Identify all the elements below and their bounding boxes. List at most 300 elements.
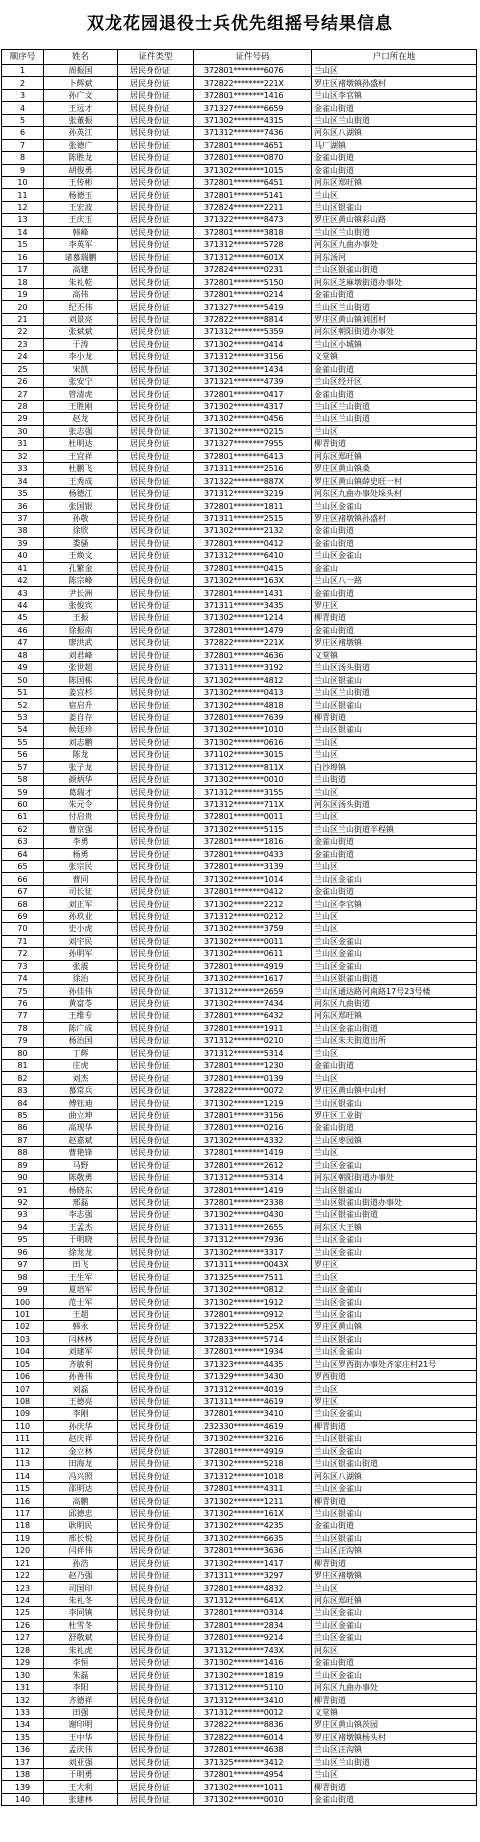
order-number-cell: 50: [2, 674, 44, 686]
table-row: [2, 127, 477, 139]
residence-cell: 马厂湖镇: [312, 139, 477, 151]
id-number-cell: 371302********161X: [194, 1507, 312, 1519]
residence-cell: 兰山区银雀山: [312, 1433, 477, 1445]
order-number-cell: 80: [2, 1047, 44, 1059]
residence-cell: 河东区郑旺镇: [312, 450, 477, 462]
id-type-cell: 居民身份证: [118, 89, 194, 101]
table-row: [2, 811, 477, 823]
id-type-cell: 居民身份证: [118, 1010, 194, 1022]
order-number-cell: 69: [2, 910, 44, 922]
table-row: [2, 400, 477, 412]
name-cell: 曹同: [44, 873, 118, 885]
residence-cell: 兰山区金雀山: [312, 960, 477, 972]
id-type-cell: 居民身份证: [118, 923, 194, 935]
id-type-cell: 居民身份证: [118, 463, 194, 475]
order-number-cell: 36: [2, 500, 44, 512]
table-row: [2, 1047, 477, 1059]
order-number-cell: 125: [2, 1607, 44, 1619]
id-type-cell: 居民身份证: [118, 1383, 194, 1395]
id-number-cell: 371312********7436: [194, 127, 312, 139]
name-cell: 朱元令: [44, 798, 118, 810]
table-row: [2, 1569, 477, 1581]
id-number-cell: 372822********221X: [194, 637, 312, 649]
order-number-cell: 9: [2, 164, 44, 176]
id-number-cell: 372801********0415: [194, 562, 312, 574]
order-number-cell: 90: [2, 1171, 44, 1183]
name-cell: 王秀成: [44, 475, 118, 487]
id-number-cell: 371302********0611: [194, 948, 312, 960]
residence-cell: 金雀山街道: [312, 288, 477, 300]
id-number-cell: 371312********0012: [194, 1706, 312, 1718]
name-cell: 孙佳伟: [44, 985, 118, 997]
name-cell: 曹艳锋: [44, 1147, 118, 1159]
name-cell: 王生军: [44, 1271, 118, 1283]
residence-cell: 兰山区: [312, 1271, 477, 1283]
id-type-cell: 居民身份证: [118, 1495, 194, 1507]
order-number-cell: 106: [2, 1370, 44, 1382]
order-number-cell: 28: [2, 400, 44, 412]
id-type-cell: 居民身份证: [118, 550, 194, 562]
id-number-cell: 371302********7434: [194, 997, 312, 1009]
id-number-cell: 371302********5218: [194, 1458, 312, 1470]
residence-cell: 金雀山街道: [312, 388, 477, 400]
name-cell: 王超: [44, 1308, 118, 1320]
id-number-cell: 371312********1018: [194, 1470, 312, 1482]
order-number-cell: 97: [2, 1259, 44, 1271]
id-type-cell: 居民身份证: [118, 1557, 194, 1569]
order-number-cell: 88: [2, 1147, 44, 1159]
table-row: [2, 313, 477, 325]
id-type-cell: 居民身份证: [118, 1234, 194, 1246]
id-type-cell: 居民身份证: [118, 189, 194, 201]
id-number-cell: 371302********1219: [194, 1097, 312, 1109]
table-row: [2, 1520, 477, 1532]
residence-cell: 兰山区金雀山: [312, 1296, 477, 1308]
id-type-cell: 居民身份证: [118, 724, 194, 736]
id-type-cell: 居民身份证: [118, 997, 194, 1009]
name-cell: 王振: [44, 612, 118, 624]
name-cell: 刘磊: [44, 1383, 118, 1395]
residence-cell: 河东汤河: [312, 251, 477, 263]
residence-cell: 兰山区八一路: [312, 574, 477, 586]
id-type-cell: 居民身份证: [118, 1744, 194, 1756]
table-row: [2, 525, 477, 537]
id-number-cell: 372801********3818: [194, 226, 312, 238]
id-type-cell: 居民身份证: [118, 1408, 194, 1420]
name-cell: 耿明民: [44, 1520, 118, 1532]
residence-cell: 金雀山街道: [312, 164, 477, 176]
id-type-cell: 居民身份证: [118, 288, 194, 300]
id-type-cell: 居民身份证: [118, 1607, 194, 1619]
id-type-cell: 居民身份证: [118, 1458, 194, 1470]
id-number-cell: 371311********0043X: [194, 1259, 312, 1271]
order-number-cell: 58: [2, 773, 44, 785]
id-number-cell: 371312********0210: [194, 1035, 312, 1047]
order-number-cell: 83: [2, 1084, 44, 1096]
name-cell: 王焕文: [44, 550, 118, 562]
residence-cell: 兰山区: [312, 749, 477, 761]
id-number-cell: 371302********4315: [194, 114, 312, 126]
residence-cell: 兰山区金雀山: [312, 500, 477, 512]
table-row: [2, 699, 477, 711]
residence-cell: 兰山区: [312, 1582, 477, 1594]
residence-cell: 兰山区金雀山: [312, 1408, 477, 1420]
name-cell: 胡俊勇: [44, 164, 118, 176]
order-number-cell: 96: [2, 1246, 44, 1258]
table-row: [2, 624, 477, 636]
id-number-cell: 371312********2659: [194, 985, 312, 997]
table-row: [2, 1246, 477, 1258]
id-type-cell: 居民身份证: [118, 1632, 194, 1644]
name-cell: 王德亮: [44, 1395, 118, 1407]
id-number-cell: 372801********3636: [194, 1545, 312, 1557]
name-cell: 候廷珍: [44, 724, 118, 736]
order-number-cell: 32: [2, 450, 44, 462]
id-number-cell: 371302********1214: [194, 612, 312, 624]
order-number-cell: 131: [2, 1681, 44, 1693]
order-number-cell: 31: [2, 438, 44, 450]
residence-cell: 金雀山: [312, 562, 477, 574]
order-number-cell: 8: [2, 152, 44, 164]
name-cell: 刘志鹏: [44, 736, 118, 748]
name-cell: 李英军: [44, 239, 118, 251]
id-number-cell: 372801********0912: [194, 1308, 312, 1320]
name-cell: 马野: [44, 1159, 118, 1171]
order-number-cell: 18: [2, 276, 44, 288]
id-number-cell: 372801********2834: [194, 1619, 312, 1631]
table-row: [2, 923, 477, 935]
table-row: [2, 848, 477, 860]
residence-cell: 金雀山街道: [312, 363, 477, 375]
id-number-cell: 371302********6635: [194, 1532, 312, 1544]
order-number-cell: 12: [2, 201, 44, 213]
residence-cell: 兰山区李官镇: [312, 898, 477, 910]
id-type-cell: 居民身份证: [118, 935, 194, 947]
residence-cell: 兰山区银雀山街道办事处: [312, 1196, 477, 1208]
name-cell: 闫祥伟: [44, 1545, 118, 1557]
name-cell: 王中华: [44, 1731, 118, 1743]
residence-cell: 罗庄区黄山镇桑: [312, 463, 477, 475]
residence-cell: 兰山区银雀山: [312, 1507, 477, 1519]
residence-cell: 罗庄区黄山镇茨园: [312, 1719, 477, 1731]
order-number-cell: 51: [2, 686, 44, 698]
id-type-cell: 居民身份证: [118, 786, 194, 798]
id-type-cell: 居民身份证: [118, 1594, 194, 1606]
order-number-cell: 101: [2, 1308, 44, 1320]
name-cell: 陈敬勇: [44, 1171, 118, 1183]
id-number-cell: 371302********2132: [194, 525, 312, 537]
order-number-cell: 40: [2, 550, 44, 562]
id-type-cell: 居民身份证: [118, 351, 194, 363]
id-type-cell: 居民身份证: [118, 1346, 194, 1358]
name-cell: 田海龙: [44, 1458, 118, 1470]
name-cell: 傅钰迪: [44, 1097, 118, 1109]
id-number-cell: 371312********743X: [194, 1644, 312, 1656]
name-cell: 朱礼虎: [44, 1644, 118, 1656]
residence-cell: 兰山区枣园镇: [312, 1134, 477, 1146]
table-row: [2, 201, 477, 213]
id-type-cell: 居民身份证: [118, 1147, 194, 1159]
order-number-cell: 60: [2, 798, 44, 810]
column-header-order: 顺序号: [2, 50, 44, 65]
order-number-cell: 26: [2, 375, 44, 387]
order-number-cell: 19: [2, 288, 44, 300]
name-cell: 姜自存: [44, 711, 118, 723]
table-row: [2, 214, 477, 226]
table-row: [2, 239, 477, 251]
residence-cell: 兰山区: [312, 65, 477, 77]
id-number-cell: 372801********1230: [194, 1060, 312, 1072]
name-cell: 杨勇: [44, 848, 118, 860]
table-row: [2, 1470, 477, 1482]
residence-cell: 兰山区金雀山: [312, 948, 477, 960]
table-row: [2, 463, 477, 475]
order-number-cell: 21: [2, 313, 44, 325]
id-type-cell: 居民身份证: [118, 1370, 194, 1382]
residence-cell: 罗庄区黄山镇刘团村: [312, 313, 477, 325]
id-number-cell: 371302********0456: [194, 413, 312, 425]
residence-cell: 兰山区: [312, 786, 477, 798]
id-number-cell: 371302********0011: [194, 935, 312, 947]
id-type-cell: 居民身份证: [118, 1109, 194, 1121]
table-row: [2, 587, 477, 599]
name-cell: 陈广成: [44, 1022, 118, 1034]
table-row: [2, 823, 477, 835]
table-row: [2, 1209, 477, 1221]
id-number-cell: 371322********525X: [194, 1321, 312, 1333]
id-type-cell: 居民身份证: [118, 1781, 194, 1793]
id-type-cell: 居民身份证: [118, 425, 194, 437]
table-row: [2, 1582, 477, 1594]
name-cell: 赵乃强: [44, 1569, 118, 1581]
table-row: [2, 512, 477, 524]
residence-cell: 河东区汤头街道: [312, 798, 477, 810]
header-row: [2, 50, 477, 65]
order-number-cell: 135: [2, 1731, 44, 1743]
residence-cell: 罗庄区褚墩镇孙盛村: [312, 512, 477, 524]
name-cell: 葛瑞才: [44, 786, 118, 798]
id-type-cell: 居民身份证: [118, 413, 194, 425]
residence-cell: 兰山区金雀山: [312, 1619, 477, 1631]
id-number-cell: 371327********5419: [194, 301, 312, 313]
residence-cell: 河东区: [312, 1644, 477, 1656]
order-number-cell: 110: [2, 1420, 44, 1432]
id-number-cell: 372801********1416: [194, 89, 312, 101]
id-number-cell: 371302********0430: [194, 1209, 312, 1221]
table-row: [2, 1619, 477, 1631]
column-header-residence: 户口所在地: [312, 50, 477, 65]
id-type-cell: 居民身份证: [118, 276, 194, 288]
id-type-cell: 居民身份证: [118, 1719, 194, 1731]
order-number-cell: 3: [2, 89, 44, 101]
order-number-cell: 24: [2, 351, 44, 363]
id-number-cell: 372801********0139: [194, 1072, 312, 1084]
table-row: [2, 1383, 477, 1395]
id-number-cell: 371302********4235: [194, 1520, 312, 1532]
column-header-id-type: 证件类型: [118, 50, 194, 65]
table-row: [2, 189, 477, 201]
name-cell: 舒敬斌: [44, 1632, 118, 1644]
name-cell: 诸慕瑞鹏: [44, 251, 118, 263]
id-type-cell: 居民身份证: [118, 1171, 194, 1183]
order-number-cell: 16: [2, 251, 44, 263]
id-type-cell: 居民身份证: [118, 201, 194, 213]
order-number-cell: 133: [2, 1706, 44, 1718]
table-row: [2, 114, 477, 126]
id-number-cell: 371311********3192: [194, 662, 312, 674]
id-type-cell: 居民身份证: [118, 1246, 194, 1258]
id-type-cell: 居民身份证: [118, 500, 194, 512]
order-number-cell: 126: [2, 1619, 44, 1631]
name-cell: 徐欣: [44, 525, 118, 537]
name-cell: 徐龙龙: [44, 1246, 118, 1258]
table-row: [2, 388, 477, 400]
table-row: [2, 363, 477, 375]
name-cell: 王传彬: [44, 176, 118, 188]
id-number-cell: 371312********4019: [194, 1383, 312, 1395]
table-row: [2, 1669, 477, 1681]
residence-cell: 金雀山街道: [312, 537, 477, 549]
table-row: [2, 1171, 477, 1183]
name-cell: 闫林林: [44, 1333, 118, 1345]
order-number-cell: 57: [2, 761, 44, 773]
name-cell: 高现华: [44, 1122, 118, 1134]
order-number-cell: 20: [2, 301, 44, 313]
order-number-cell: 123: [2, 1582, 44, 1594]
name-cell: 邵明达: [44, 1482, 118, 1494]
table-row: [2, 1308, 477, 1320]
id-type-cell: 居民身份证: [118, 599, 194, 611]
name-cell: 张子龙: [44, 761, 118, 773]
id-type-cell: 居民身份证: [118, 637, 194, 649]
residence-cell: 柳青街道: [312, 711, 477, 723]
order-number-cell: 93: [2, 1209, 44, 1221]
table-row: [2, 711, 477, 723]
table-row: [2, 885, 477, 897]
name-cell: 刘景亮: [44, 313, 118, 325]
name-cell: 张俊宾: [44, 599, 118, 611]
id-type-cell: 居民身份证: [118, 226, 194, 238]
id-number-cell: 371312********3156: [194, 351, 312, 363]
order-number-cell: 47: [2, 637, 44, 649]
name-cell: 孙浩: [44, 1557, 118, 1569]
name-cell: 张德广: [44, 139, 118, 151]
id-number-cell: 371302********1617: [194, 972, 312, 984]
table-row: [2, 1532, 477, 1544]
order-number-cell: 92: [2, 1196, 44, 1208]
order-number-cell: 56: [2, 749, 44, 761]
id-number-cell: 372801********4651: [194, 139, 312, 151]
order-number-cell: 137: [2, 1756, 44, 1768]
table-row: [2, 960, 477, 972]
order-number-cell: 62: [2, 823, 44, 835]
id-type-cell: 居民身份证: [118, 885, 194, 897]
name-cell: 陈国栋: [44, 674, 118, 686]
id-type-cell: 居民身份证: [118, 239, 194, 251]
name-cell: 曲立坤: [44, 1109, 118, 1121]
residence-cell: 兰山区金雀山: [312, 1669, 477, 1681]
order-number-cell: 122: [2, 1569, 44, 1581]
table-row: [2, 1035, 477, 1047]
name-cell: 颜炳华: [44, 773, 118, 785]
id-number-cell: 371325********3412: [194, 1756, 312, 1768]
residence-cell: 兰山区汤头街道: [312, 662, 477, 674]
id-type-cell: 居民身份证: [118, 1470, 194, 1482]
table-row: [2, 1159, 477, 1171]
id-type-cell: 居民身份证: [118, 574, 194, 586]
id-number-cell: 371312********601X: [194, 251, 312, 263]
table-row: [2, 948, 477, 960]
residence-cell: 兰山区银雀山: [312, 1097, 477, 1109]
name-cell: 陈胜龙: [44, 152, 118, 164]
order-number-cell: 124: [2, 1594, 44, 1606]
order-number-cell: 139: [2, 1781, 44, 1793]
residence-cell: 河东区九曲办事处垛头村: [312, 487, 477, 499]
order-number-cell: 87: [2, 1134, 44, 1146]
name-cell: 陈龙: [44, 749, 118, 761]
id-type-cell: 居民身份证: [118, 836, 194, 848]
id-number-cell: 372801********1431: [194, 587, 312, 599]
name-cell: 史小虎: [44, 923, 118, 935]
residence-cell: 兰山区兰山街道: [312, 686, 477, 698]
table-row: [2, 1358, 477, 1370]
residence-cell: 兰山区银雀山: [312, 1333, 477, 1345]
residence-cell: 兰山区兰山街道半程镇: [312, 823, 477, 835]
id-number-cell: 371302********4812: [194, 674, 312, 686]
id-type-cell: 居民身份证: [118, 1619, 194, 1631]
residence-cell: 河东区郑旺镇: [312, 1010, 477, 1022]
table-row: [2, 674, 477, 686]
residence-cell: 兰山区金雀山: [312, 1159, 477, 1171]
id-number-cell: 371302********1434: [194, 363, 312, 375]
id-type-cell: 居民身份证: [118, 537, 194, 549]
id-number-cell: 372801********0314: [194, 1607, 312, 1619]
id-type-cell: 居民身份证: [118, 1134, 194, 1146]
id-number-cell: 372801********3156: [194, 1109, 312, 1121]
id-type-cell: 居民身份证: [118, 1072, 194, 1084]
id-type-cell: 居民身份证: [118, 77, 194, 89]
name-cell: 王胜刚: [44, 400, 118, 412]
residence-cell: 罗庄区黄山镇薛史旺一村: [312, 475, 477, 487]
residence-cell: 兰山区: [312, 1768, 477, 1780]
id-number-cell: 372801********3410: [194, 1408, 312, 1420]
id-number-cell: 372801********5150: [194, 276, 312, 288]
residence-cell: 金雀山街道: [312, 587, 477, 599]
name-cell: 刘建军: [44, 1346, 118, 1358]
name-cell: 刘宇民: [44, 935, 118, 947]
id-type-cell: 居民身份证: [118, 487, 194, 499]
table-row: [2, 1084, 477, 1096]
results-table: [1, 49, 477, 1806]
id-type-cell: 居民身份证: [118, 114, 194, 126]
residence-cell: 金雀山街道: [312, 1060, 477, 1072]
residence-cell: 义堂镇: [312, 649, 477, 661]
table-row: [2, 1370, 477, 1382]
residence-cell: 柳青街道: [312, 1781, 477, 1793]
id-number-cell: 371302********163X: [194, 574, 312, 586]
id-number-cell: 372801********1811: [194, 500, 312, 512]
name-cell: 张安宁: [44, 375, 118, 387]
id-type-cell: 居民身份证: [118, 1035, 194, 1047]
residence-cell: 兰山区金雀山: [312, 1482, 477, 1494]
residence-cell: 义堂镇: [312, 1706, 477, 1718]
order-number-cell: 59: [2, 786, 44, 798]
table-row: [2, 997, 477, 1009]
table-row: [2, 351, 477, 363]
id-number-cell: 372801********0412: [194, 885, 312, 897]
id-number-cell: 372801********6076: [194, 65, 312, 77]
id-type-cell: 居民身份证: [118, 562, 194, 574]
